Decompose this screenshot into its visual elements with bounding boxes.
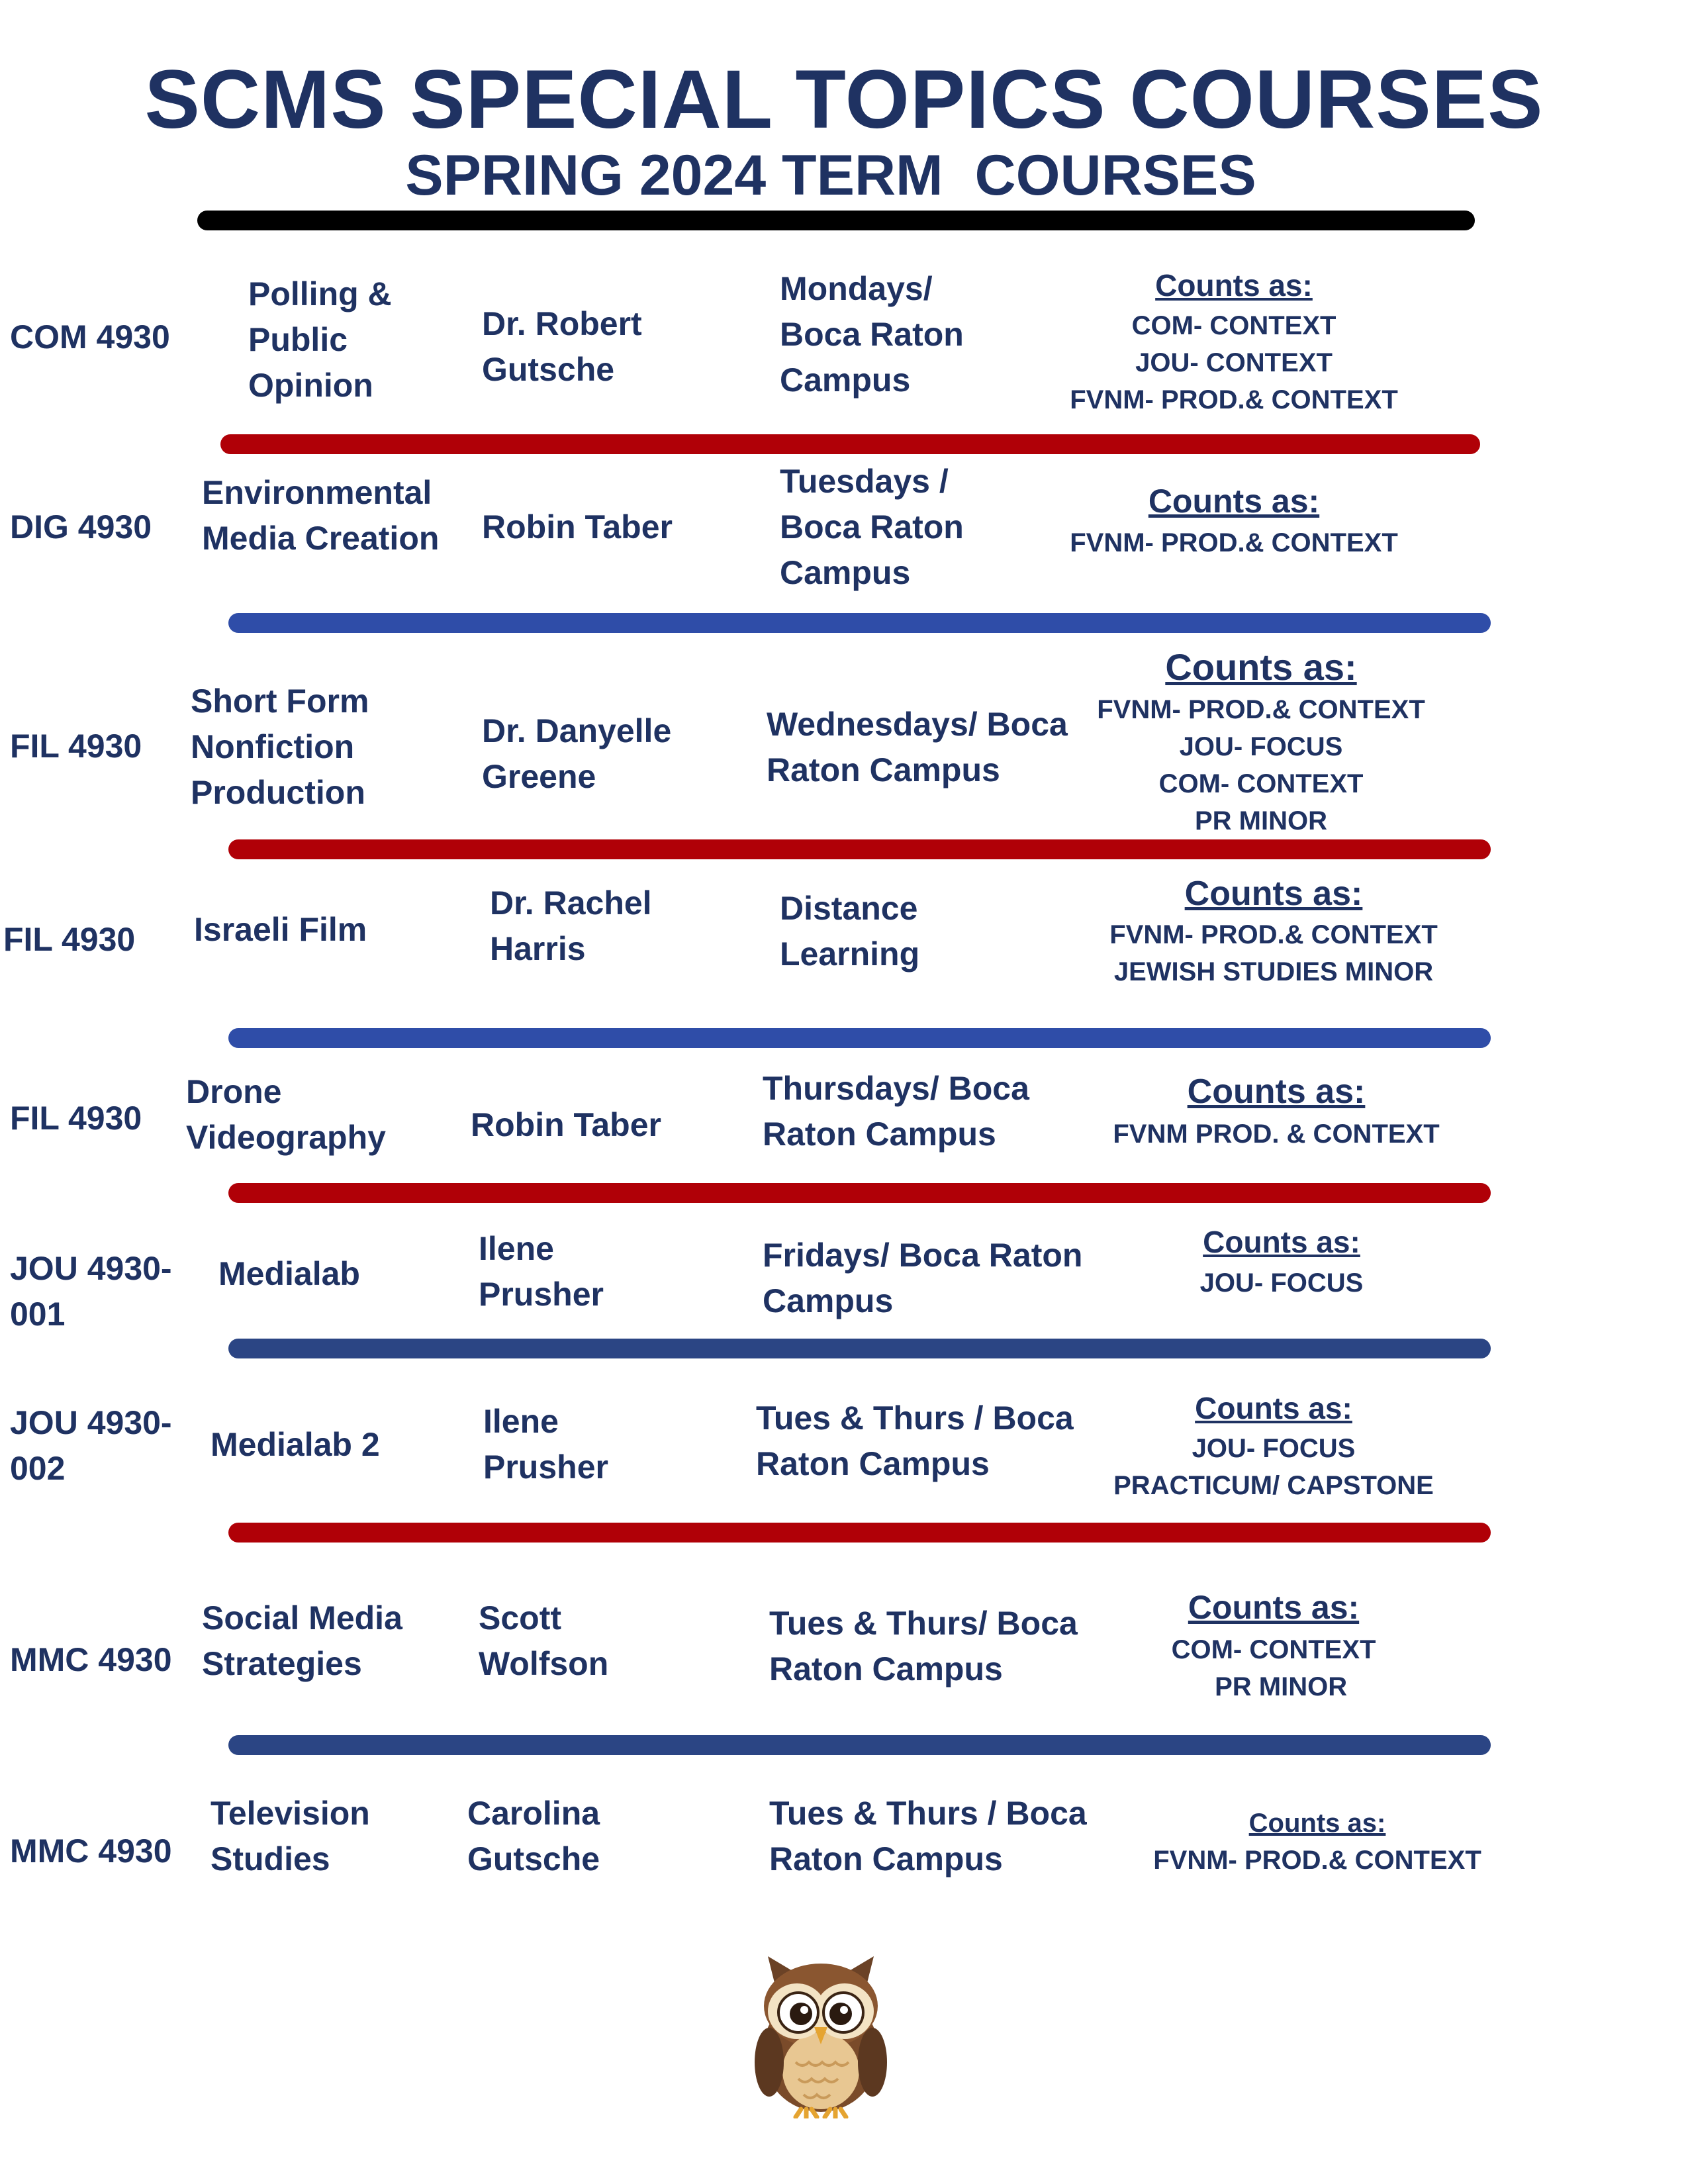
course-title <box>211 1422 380 1468</box>
course-schedule-line: Campus <box>763 1282 894 1319</box>
course-code <box>10 504 152 550</box>
course-instructor <box>467 1791 600 1882</box>
course-title-line: Environmental <box>202 474 432 511</box>
course-instructor <box>482 504 673 550</box>
course-instructor-line: Prusher <box>483 1448 608 1486</box>
course-title <box>186 1069 386 1161</box>
owl-icon <box>755 1953 887 2118</box>
title-divider <box>197 211 1475 230</box>
counts-as-item: FVNM- PROD.& CONTEXT <box>1070 528 1398 557</box>
course-schedule-line: Raton Campus <box>769 1650 1003 1687</box>
course-code <box>10 1246 172 1337</box>
course-title-line: Short Form <box>191 683 369 720</box>
page-title: SCMS SPECIAL TOPICS COURSES <box>144 54 1544 146</box>
counts-as-item: PRACTICUM/ CAPSTONE <box>1113 1471 1434 1500</box>
course-title-line: Medialab 2 <box>211 1426 380 1463</box>
course-instructor <box>490 880 652 972</box>
counts-as-item: JOU- FOCUS <box>1179 732 1343 761</box>
course-schedule-line: Boca Raton <box>780 316 964 353</box>
course-schedule <box>780 266 964 403</box>
course-schedule-line: Wednesdays/ Boca <box>767 706 1068 743</box>
course-instructor <box>482 301 642 393</box>
counts-as-item: JEWISH STUDIES MINOR <box>1113 957 1434 986</box>
course-schedule <box>769 1791 1087 1882</box>
course-instructor-line: Scott <box>479 1599 561 1637</box>
course-code-line: COM 4930 <box>10 318 170 356</box>
counts-as-block <box>1011 1068 1541 1153</box>
counts-as-item: FVNM- PROD.& CONTEXT <box>1109 920 1438 949</box>
counts-as-label: Counts as: <box>1188 1589 1360 1626</box>
course-code-line: JOU 4930- <box>10 1250 172 1287</box>
course-instructor-line: Dr. Robert <box>482 305 642 342</box>
course-title-line: Media Creation <box>202 520 440 557</box>
course-code <box>10 314 170 360</box>
counts-as-label: Counts as: <box>1195 1391 1352 1425</box>
course-title <box>202 470 439 561</box>
row-divider <box>228 1339 1491 1358</box>
counts-as-item: FVNM- PROD.& CONTEXT <box>1097 695 1425 724</box>
course-instructor-line: Ilene <box>479 1230 554 1267</box>
course-title-line: Polling & <box>248 275 392 312</box>
counts-as-block <box>969 478 1499 561</box>
course-title-line: Strategies <box>202 1645 362 1682</box>
course-schedule-line: Raton Campus <box>767 751 1000 788</box>
course-code-line: FIL 4930 <box>10 1100 142 1137</box>
course-schedule-line: Tues & Thurs/ Boca <box>769 1605 1078 1642</box>
course-title-line: Studies <box>211 1840 330 1877</box>
course-code <box>10 1400 172 1492</box>
course-schedule-line: Campus <box>780 554 911 591</box>
counts-as-item: PR MINOR <box>1199 1672 1348 1701</box>
course-title-line: Opinion <box>248 367 373 404</box>
counts-as-label: Counts as: <box>1155 268 1313 303</box>
course-instructor-line: Gutsche <box>467 1840 600 1877</box>
course-instructor <box>471 1102 661 1148</box>
course-code <box>10 1637 172 1683</box>
course-code-line: MMC 4930 <box>10 1641 172 1678</box>
counts-as-item: FVNM- PROD.& CONTEXT <box>1153 1846 1481 1875</box>
course-title <box>191 679 369 816</box>
course-title-line: Medialab <box>218 1255 360 1292</box>
course-title-line: Israeli Film <box>194 911 367 948</box>
row-divider <box>228 1028 1491 1048</box>
counts-as-label: Counts as: <box>1248 1809 1386 1838</box>
course-schedule-line: Mondays/ <box>780 270 933 307</box>
counts-as-block <box>1017 1219 1546 1302</box>
row-divider <box>228 613 1491 633</box>
course-title <box>248 271 392 408</box>
counts-as-label: Counts as: <box>1148 483 1320 520</box>
course-instructor-line: Gutsche <box>482 351 615 388</box>
course-title-line: Drone <box>186 1073 282 1110</box>
course-code-line: DIG 4930 <box>10 508 152 546</box>
counts-as-label: Counts as: <box>1184 875 1363 913</box>
course-instructor-line: Ilene <box>483 1403 559 1440</box>
course-code-line: MMC 4930 <box>10 1832 172 1870</box>
course-schedule-line: Raton Campus <box>763 1116 996 1153</box>
course-instructor-line: Robin Taber <box>471 1106 661 1143</box>
counts-as-item: COM- CONTEXT <box>1158 769 1364 798</box>
row-divider <box>228 1735 1491 1755</box>
course-instructor <box>482 708 671 800</box>
counts-as-item: FVNM- PROD.& CONTEXT <box>1070 385 1398 414</box>
course-schedule <box>780 886 919 977</box>
counts-as-block <box>969 263 1499 418</box>
course-code <box>10 1096 142 1141</box>
course-instructor-line: Harris <box>490 930 586 967</box>
course-schedule-line: Tues & Thurs / Boca <box>756 1400 1074 1437</box>
course-code-line: FIL 4930 <box>3 921 136 958</box>
row-divider <box>228 839 1491 859</box>
counts-as-item: PR MINOR <box>1195 806 1327 835</box>
course-title-line: Videography <box>186 1119 386 1156</box>
course-code-line: JOU 4930- <box>10 1404 172 1441</box>
course-code-line: FIL 4930 <box>10 728 142 765</box>
course-instructor-line: Dr. Danyelle <box>482 712 672 749</box>
counts-as-label: Counts as: <box>1165 646 1357 688</box>
course-code-line: 002 <box>10 1450 66 1487</box>
course-title-line: Social Media <box>202 1599 402 1637</box>
counts-as-label: Counts as: <box>1203 1225 1360 1259</box>
course-schedule-line: Distance <box>780 890 918 927</box>
course-instructor-line: Carolina <box>467 1795 600 1832</box>
row-divider <box>220 434 1480 454</box>
course-schedule-line: Boca Raton <box>780 508 964 546</box>
course-instructor <box>483 1399 608 1490</box>
counts-as-block <box>996 643 1526 839</box>
course-schedule-line: Tues & Thurs / Boca <box>769 1795 1087 1832</box>
row-divider <box>228 1523 1491 1543</box>
counts-as-item: COM- CONTEXT <box>1131 311 1336 340</box>
counts-as-label: Counts as: <box>1187 1072 1366 1111</box>
course-instructor <box>479 1595 608 1687</box>
counts-as-item: FVNM PROD. & CONTEXT <box>1113 1119 1440 1149</box>
course-title-line: Television <box>211 1795 370 1832</box>
course-instructor-line: Dr. Rachel <box>490 884 652 922</box>
counts-as-block <box>1009 1584 1538 1705</box>
course-title-line: Production <box>191 774 365 811</box>
course-schedule-line: Tuesdays / <box>780 463 949 500</box>
counts-as-block <box>1009 871 1538 990</box>
course-code <box>3 917 135 963</box>
course-instructor-line: Greene <box>482 758 596 795</box>
course-schedule-line: Raton Campus <box>756 1445 990 1482</box>
course-schedule-line: Raton Campus <box>769 1840 1003 1877</box>
course-instructor-line: Prusher <box>479 1276 604 1313</box>
course-code <box>10 1828 172 1874</box>
page-subtitle: SPRING 2024 TERM COURSES <box>405 144 1256 207</box>
counts-as-item: JOU- FOCUS <box>1199 1268 1364 1298</box>
course-title-line: Nonfiction <box>191 728 355 765</box>
counts-as-block <box>1009 1386 1538 1504</box>
course-code <box>10 724 142 769</box>
counts-as-block <box>1053 1805 1582 1879</box>
course-title <box>211 1791 370 1882</box>
course-schedule-line: Thursdays/ Boca <box>763 1070 1029 1107</box>
row-divider <box>228 1183 1491 1203</box>
course-schedule-line: Campus <box>780 361 911 399</box>
course-instructor-line: Wolfson <box>479 1645 609 1682</box>
course-schedule-line: Learning <box>780 935 920 973</box>
counts-as-item: COM- CONTEXT <box>1171 1635 1376 1664</box>
course-title-line: Public <box>248 321 348 358</box>
course-schedule <box>780 459 964 596</box>
course-instructor-line: Robin Taber <box>482 508 673 546</box>
course-code-line: 001 <box>10 1296 66 1333</box>
course-instructor <box>479 1226 604 1317</box>
counts-as-item: JOU- CONTEXT <box>1135 348 1333 377</box>
counts-as-item: JOU- FOCUS <box>1192 1434 1356 1463</box>
course-schedule <box>763 1066 1029 1157</box>
course-title <box>202 1595 402 1687</box>
course-schedule-line: Fridays/ Boca Raton <box>763 1237 1083 1274</box>
course-title <box>218 1251 360 1297</box>
course-title <box>194 907 367 953</box>
